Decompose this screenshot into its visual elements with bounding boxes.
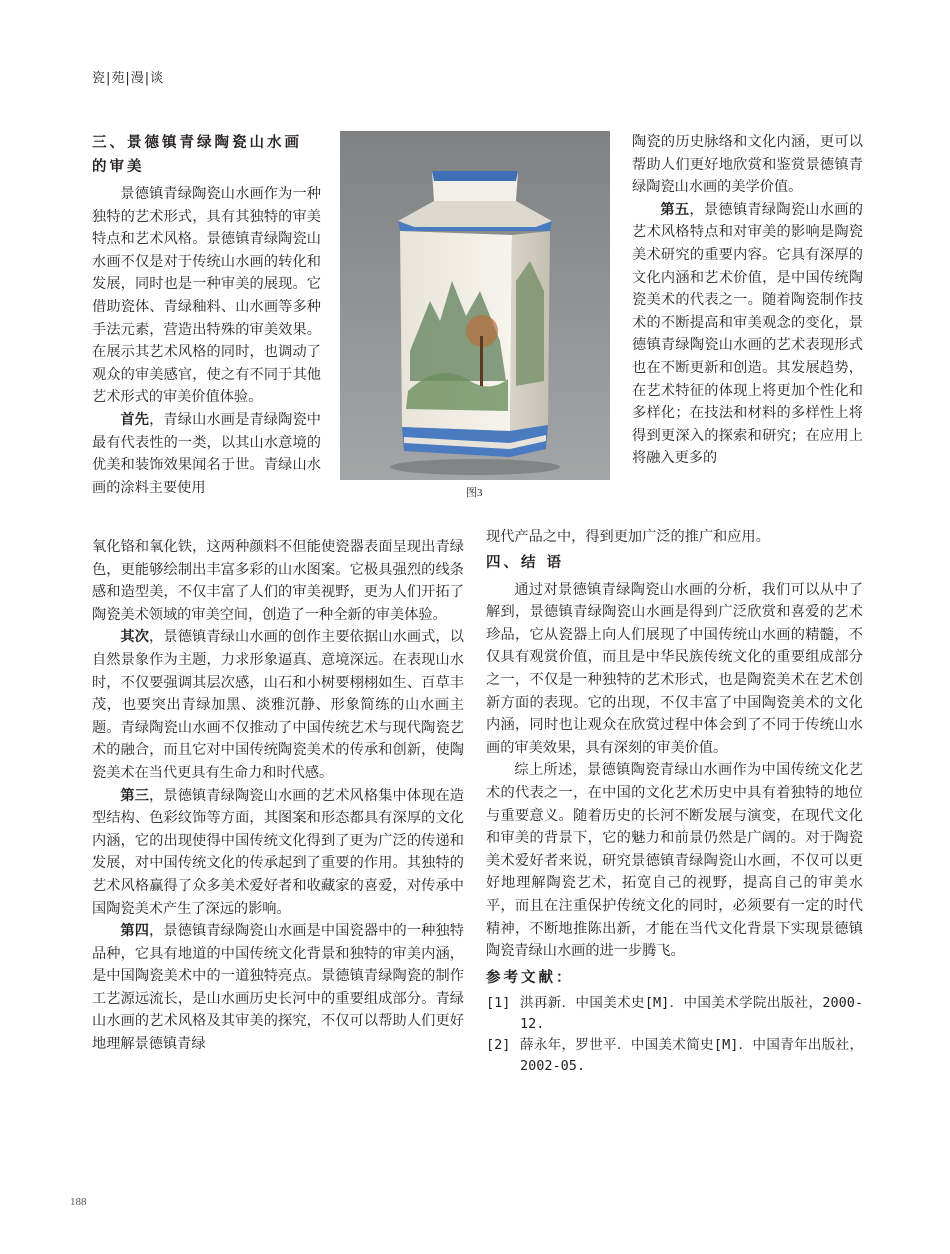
vase-image	[340, 131, 610, 480]
section3-heading: 三、景德镇青绿陶瓷山水画 的审美	[92, 135, 302, 175]
section3-paragraph-1: 景德镇青绿陶瓷山水画作为一种独特的艺术形式，具有其独特的审美特点和艺术风格。景德镇青绿陶瓷山水画不仅是对于传统山水画的转化和发展，同时也是一种审美的展现。它借助瓷体、青绿釉料、山水画等多种手法元素，营造出特殊的审美效果。在展示其艺术风格的同时，也调动了观众的审美感官，使之有不同于其他艺术形式的审美价值体验。	[92, 186, 321, 406]
section3-paragraph-5: 第四，景德镇青绿陶瓷山水画是中国瓷器中的一种独特品种，它具有地道的中国传统文化背景和独特的审美内涵，是中国陶瓷美术中的一道独特亮点。景德镇青绿陶瓷的制作工艺源远流长，是山水画历史长河中的重要组成部分。青绿山水画的艺术风格及其审美的探究，不仅可以帮助人们更好地理解景德镇青绿	[92, 923, 464, 1053]
section3-paragraph-2-bottom: 氧化铬和氧化铁，这两种颜料不但能使瓷器表面呈现出青绿色，更能够绘制出丰富多彩的山水图案。它极具强烈的线条感和造型美，不仅丰富了人们的审美视野，更为人们开拓了陶瓷美术领域的审美空间，创造了一种全新的审美体验。	[92, 539, 464, 623]
section3-paragraph-4: 第三，景德镇青绿陶瓷山水画的艺术风格集中体现在造型结构、色彩纹饰等方面，其图案和形态都具有深厚的文化内涵，它的出现使得中国传统文化得到了更为广泛的传递和发展，对中国传统文化的传承起到了重要的作用。其独特的艺术风格赢得了众多美术爱好者和收藏家的喜爱，对传承中国陶瓷美术产生了深远的影响。	[92, 787, 464, 917]
figure-caption: 图3	[466, 487, 483, 499]
section3-paragraph-2-top: 首先，青绿山水画是青绿陶瓷中最有代表性的一类，以其山水意境的优美和装饰效果闻名于世。青绿山水画的涂料主要使用	[92, 411, 321, 496]
running-header: 瓷|苑|漫|谈	[92, 71, 165, 86]
right-column-bottom	[486, 526, 863, 1077]
right-column-top	[632, 131, 863, 470]
section4-paragraph-2: 综上所述，景德镇陶瓷青绿山水画作为中国传统文化艺术的代表之一，在中国的文化艺术历史中具有着独特的地位与重要意义。随着历史的长河不断发展与演变，在现代文化和审美的背景下，它的魅力和前景仍然是广阔的。对于陶瓷美术爱好者来说，研究景德镇青绿陶瓷山水画，不仅可以更好地理解陶瓷艺术，拓宽自己的视野，提高自己的审美水平，而且在注重保护传统文化的同时，必须要有一定的时代精神，不断地推陈出新，才能在当代文化背景下实现景德镇陶瓷青绿山水画的进一步腾飞。	[486, 762, 863, 960]
section3-paragraph-6-top: 第五，景德镇青绿陶瓷山水画的艺术风格特点和对审美的影响是陶瓷美术研究的重要内容。它具有深厚的文化内涵和艺术价值，是中国传统陶瓷美术的代表之一。随着陶瓷制作技术的不断提高和审美观念的变化，景德镇青绿陶瓷山水画的艺术表现形式也在不断更新和创造。其发展趋势，在艺术特征的体现上将更加个性化和多样化；在技法和材料的多样性上将得到更深入的探索和研究；在应用上将融入更多的	[632, 201, 863, 467]
section4-paragraph-1: 通过对景德镇青绿陶瓷山水画的分析，我们可以从中了解到，景德镇青绿陶瓷山水画是得到广泛欣赏和喜爱的艺术珍品，它从瓷器上向人们展现了中国传统山水画的精髓，不仅具有观赏价值，而且是中华民族传统文化的重要组成部分之一，不仅是一种独特的艺术形式，也是陶瓷美术在艺术创新方面的表现。它的出现，不仅丰富了中国陶瓷美术的文化内涵，同时也让观众在欣赏过程中体会到了不同于传统山水画的审美效果，具有深刻的审美价值。	[486, 581, 863, 756]
page-number: 188	[70, 1196, 87, 1208]
left-column-bottom	[92, 536, 464, 1056]
reference-item: [2] 薛永年，罗世平．中国美术简史[M]．中国青年出版社，2002-05.	[486, 1037, 863, 1075]
section3-paragraph-3: 其次，景德镇青绿山水画的创作主要依据山水画式，以自然景象作为主题，力求形象逼真、意境深远。在表现山水时，不仅要强调其层次感，山石和小树要栩栩如生、百草丰茂，也要突出青绿加黑、淡雅沉静、形象简练的山水画主题。青绿陶瓷山水画不仅推动了中国传统艺术与现代陶瓷艺术的融合，而且它对中国传统陶瓷美术的传承和创新，使陶瓷美术在当代更具有生命力和时代感。	[92, 629, 464, 781]
left-column-top	[92, 131, 321, 499]
section3-paragraph-5-cont: 陶瓷的历史脉络和文化内涵，更可以帮助人们更好地欣赏和鉴赏景德镇青绿陶瓷山水画的美学价值。	[632, 134, 863, 196]
vase-illustration	[340, 131, 610, 480]
references-title: 参考文献：	[486, 969, 574, 986]
section4-heading: 四、结 语	[486, 554, 565, 571]
section3-paragraph-6-bottom: 现代产品之中，得到更加广泛的推广和应用。	[486, 529, 770, 545]
reference-item: [1] 洪再新．中国美术史[M]．中国美术学院出版社，2000-12.	[486, 995, 863, 1033]
